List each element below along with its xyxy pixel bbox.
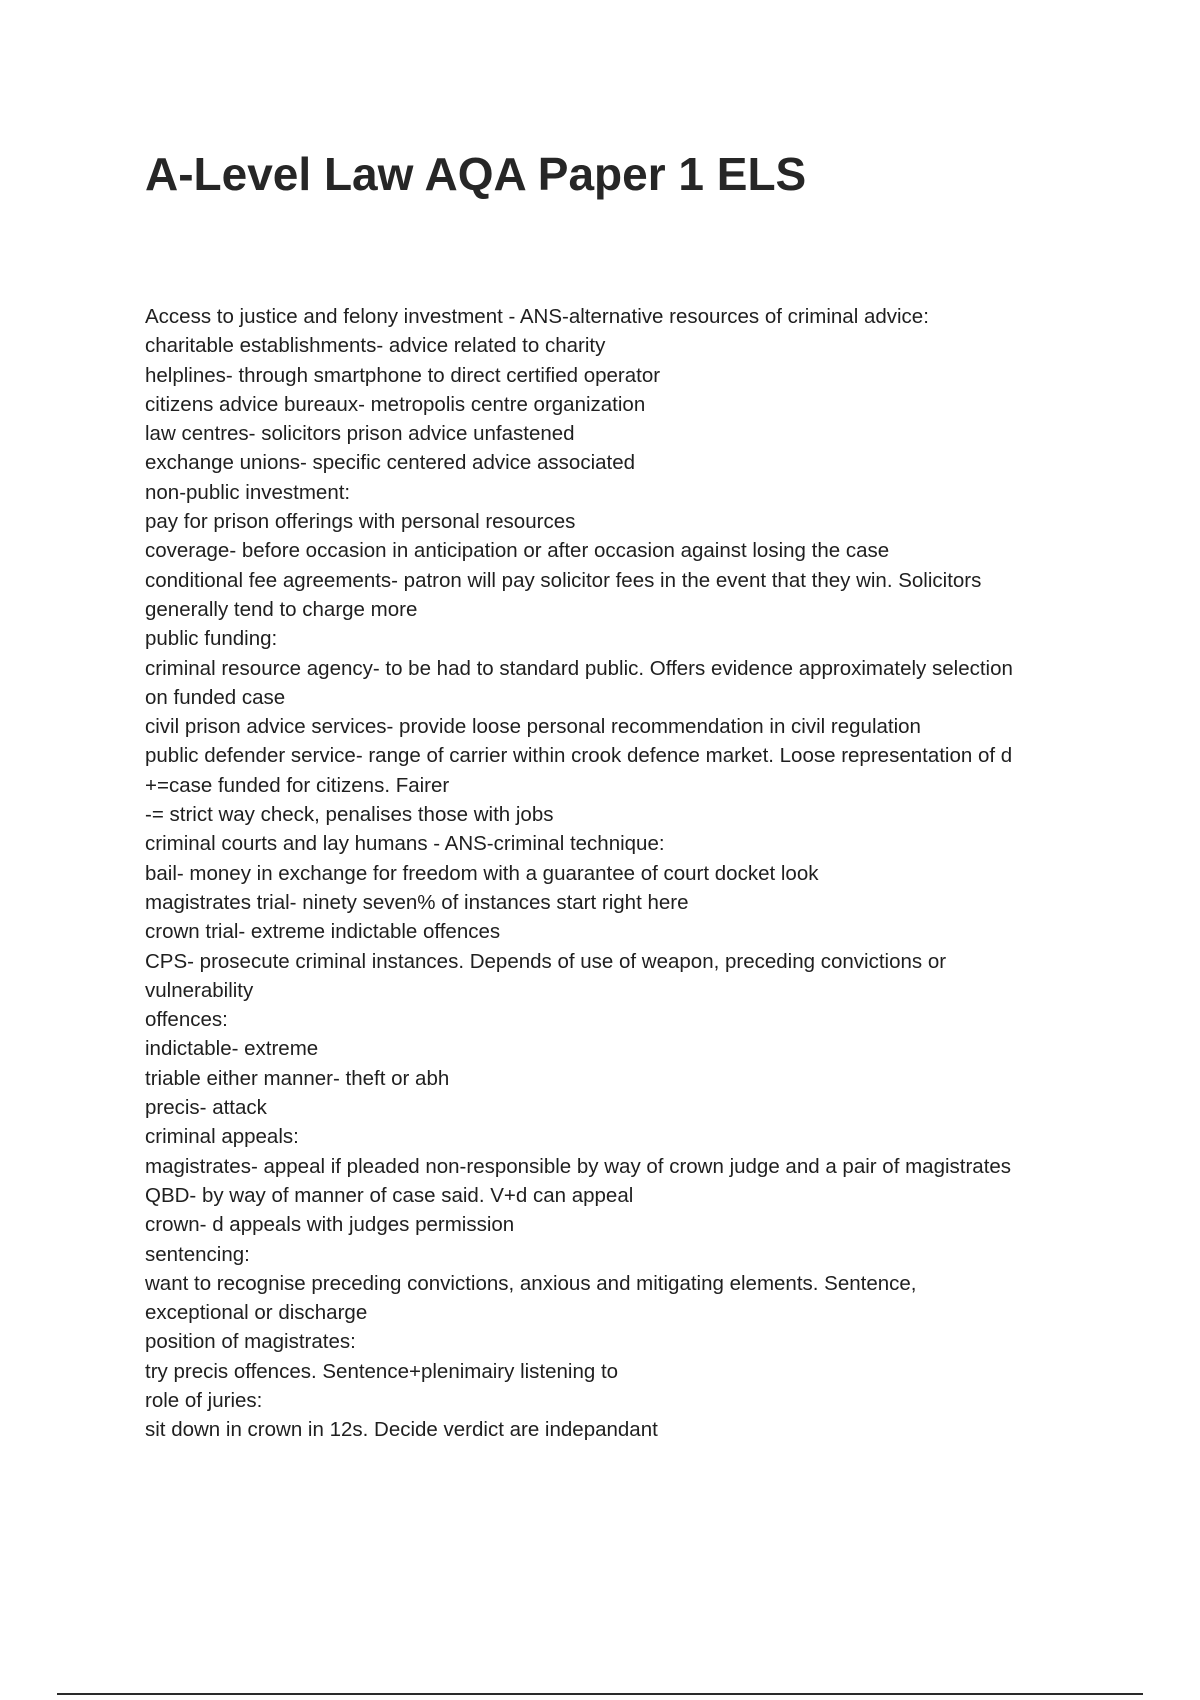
body-line: +=case funded for citizens. Fairer	[145, 773, 450, 797]
body-line: triable either manner- theft or abh	[145, 1066, 450, 1090]
body-line: non-public investment:	[145, 480, 351, 504]
body-line: criminal courts and lay humans - ANS-criminal technique:	[145, 832, 665, 856]
body-line: position of magistrates:	[145, 1330, 356, 1354]
body-line: magistrates trial- ninety seven% of instances start right here	[145, 890, 689, 914]
footer-divider	[57, 1693, 1143, 1695]
document-title: A-Level Law AQA Paper 1 ELS	[145, 148, 807, 200]
body-line: bail- money in exchange for freedom with a guarantee of court docket look	[145, 861, 819, 885]
body-line: indictable- extreme	[145, 1037, 319, 1061]
body-line: coverage- before occasion in anticipation or after occasion against losing the case	[145, 539, 890, 563]
body-line: -= strict way check, penalises those with jobs	[145, 803, 554, 827]
body-line: pay for prison offerings with personal resources	[145, 510, 576, 534]
body-line: precis- attack	[145, 1096, 267, 1120]
body-line: on funded case	[145, 685, 286, 709]
body-line: generally tend to charge more	[145, 597, 418, 621]
body-line: CPS- prosecute criminal instances. Depends of use of weapon, preceding convictions or	[145, 949, 947, 973]
body-line: want to recognise preceding convictions, anxious and mitigating elements. Sentence,	[145, 1271, 917, 1295]
body-line: public defender service- range of carrier within crook defence market. Loose representation of d	[145, 744, 1013, 768]
body-line: sentencing:	[145, 1242, 250, 1266]
body-line: charitable establishments- advice related to charity	[145, 334, 606, 358]
body-line: criminal appeals:	[145, 1125, 299, 1149]
body-line: criminal resource agency- to be had to standard public. Offers evidence approximately selection	[145, 656, 1013, 680]
body-line: offences:	[145, 1008, 228, 1032]
body-line: civil prison advice services- provide loose personal recommendation in civil regulation	[145, 715, 921, 739]
document-body	[145, 302, 1090, 1445]
body-line: law centres- solicitors prison advice unfastened	[145, 422, 575, 446]
body-line: crown- d appeals with judges permission	[145, 1213, 515, 1237]
body-line: public funding:	[145, 627, 278, 651]
body-line: exceptional or discharge	[145, 1301, 368, 1325]
body-line: QBD- by way of manner of case said. V+d can appeal	[145, 1183, 634, 1207]
body-line: conditional fee agreements- patron will pay solicitor fees in the event that they win. Solicitors	[145, 568, 982, 592]
body-line: exchange unions- specific centered advice associated	[145, 451, 636, 475]
body-line: helplines- through smartphone to direct certified operator	[145, 363, 661, 387]
body-line: magistrates- appeal if pleaded non-responsible by way of crown judge and a pair of magistrates	[145, 1154, 1012, 1178]
body-line: vulnerability	[145, 978, 254, 1002]
body-line: role of juries:	[145, 1388, 263, 1412]
body-line: sit down in crown in 12s. Decide verdict are indepandant	[145, 1418, 658, 1442]
body-line: citizens advice bureaux- metropolis centre organization	[145, 392, 646, 416]
body-line: crown trial- extreme indictable offences	[145, 920, 501, 944]
body-line: Access to justice and felony investment - ANS-alternative resources of criminal advice:	[145, 305, 929, 328]
body-line: try precis offences. Sentence+plenimairy listening to	[145, 1359, 619, 1383]
